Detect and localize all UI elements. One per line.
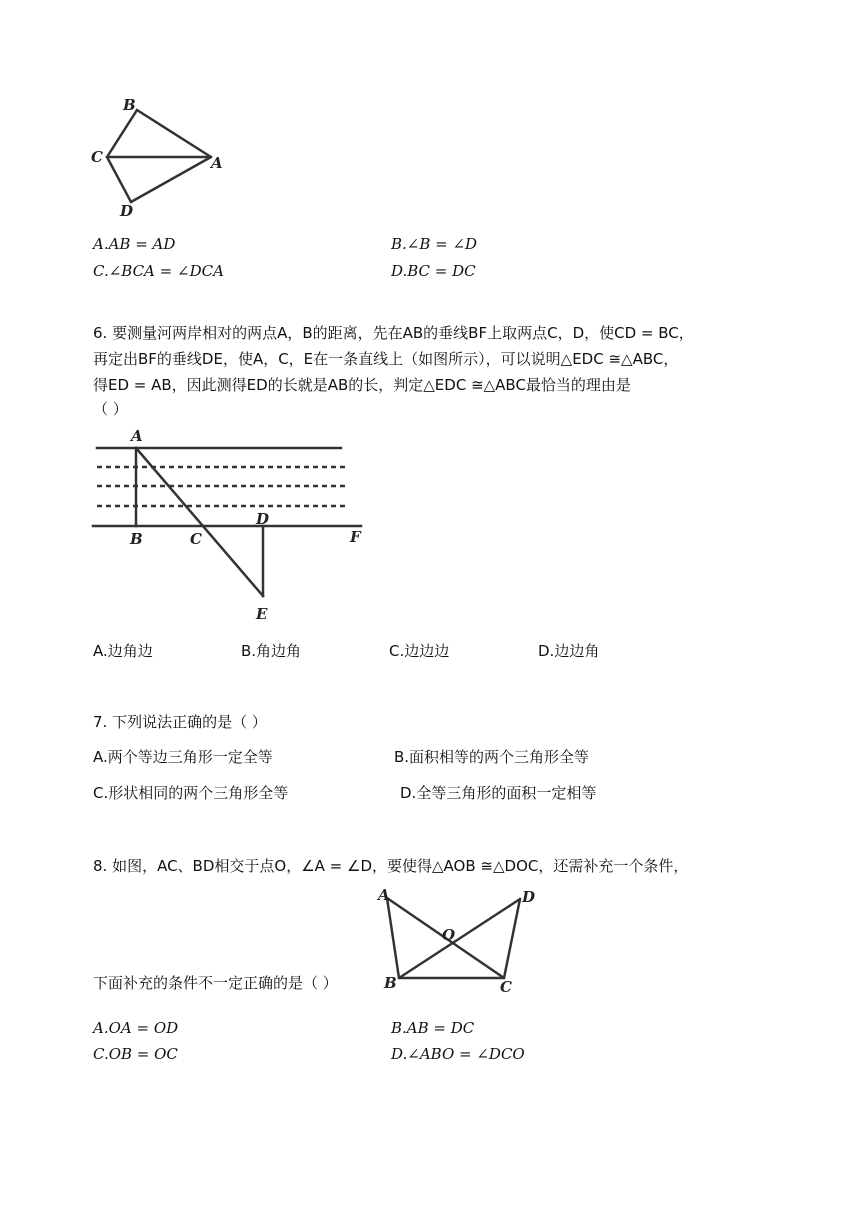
q7-stem: 7. 下列说法正确的是（ ） xyxy=(93,713,267,731)
q6-option-c[interactable]: C.边边边 xyxy=(389,642,450,660)
q8-stem-continued: 下面补充的条件不一定正确的是（ ） xyxy=(93,974,338,992)
q8-label-b: B xyxy=(384,974,397,992)
q6-label-e: E xyxy=(256,605,268,623)
q8-option-c[interactable]: C.OB = OC xyxy=(93,1045,178,1063)
q7-option-a[interactable]: A.两个等边三角形一定全等 xyxy=(93,748,273,766)
q6-segment-ae xyxy=(136,448,263,596)
q8-label-a: A xyxy=(378,886,390,904)
q5-option-c[interactable]: C.∠BCA = ∠DCA xyxy=(93,262,224,280)
q5-segment-cd xyxy=(107,157,131,202)
q6-option-d[interactable]: D.边边角 xyxy=(538,642,600,660)
q8-option-b[interactable]: B.AB = DC xyxy=(391,1019,475,1037)
q5-figure xyxy=(85,92,235,222)
q5-option-a[interactable]: A.AB = AD xyxy=(93,235,176,253)
q6-option-b[interactable]: B.角边角 xyxy=(241,642,302,660)
q6-stem-line3: 得ED = AB，因此测得ED的长就是AB的长，判定△EDC ≅△ABC最恰当的理由是 xyxy=(93,376,631,394)
q5-option-d[interactable]: D.BC = DC xyxy=(391,262,476,280)
q6-figure xyxy=(85,420,385,630)
q8-figure xyxy=(370,880,550,995)
q7-option-c[interactable]: C.形状相同的两个三角形全等 xyxy=(93,784,289,802)
q5-segment-da xyxy=(131,157,211,202)
q5-label-d: D xyxy=(120,202,134,220)
q6-stem-line2: 再定出BF的垂线DE，使A，C，E在一条直线上（如图所示），可以说明△EDC ≅△ABC， xyxy=(93,350,679,368)
q8-label-c: C xyxy=(500,978,512,995)
q6-label-a: A xyxy=(131,427,143,445)
q6-label-c: C xyxy=(190,530,202,548)
q8-segment-bd xyxy=(399,899,520,978)
q7-option-b[interactable]: B.面积相等的两个三角形全等 xyxy=(394,748,590,766)
q8-label-o: O xyxy=(442,926,456,944)
q5-segment-ba xyxy=(137,110,211,157)
q8-segment-ab xyxy=(387,898,399,978)
q8-segment-dc xyxy=(504,899,520,978)
q6-option-a[interactable]: A.边角边 xyxy=(93,642,153,660)
q7-option-d[interactable]: D.全等三角形的面积一定相等 xyxy=(400,784,597,802)
q5-label-c: C xyxy=(91,148,103,166)
q6-answer-blank: （ ） xyxy=(93,400,128,418)
q6-label-f: F xyxy=(350,528,361,546)
q6-stem-line1: 6. 要测量河两岸相对的两点A，B的距离，先在AB的垂线BF上取两点C，D，使CD = BC， xyxy=(93,324,694,342)
q5-segment-cb xyxy=(107,110,137,157)
q8-label-d: D xyxy=(522,888,536,906)
q6-label-b: B xyxy=(130,530,143,548)
q6-label-d: D xyxy=(256,510,270,528)
q8-option-a[interactable]: A.OA = OD xyxy=(93,1019,179,1037)
q8-stem: 8. 如图，AC、BD相交于点O，∠A = ∠D，要使得△AOB ≅△DOC，还需补充一个条件， xyxy=(93,857,689,875)
q5-option-b[interactable]: B.∠B = ∠D xyxy=(391,235,478,253)
q5-label-b: B xyxy=(123,96,136,114)
q8-option-d[interactable]: D.∠ABO = ∠DCO xyxy=(391,1045,525,1063)
q5-label-a: A xyxy=(211,154,223,172)
